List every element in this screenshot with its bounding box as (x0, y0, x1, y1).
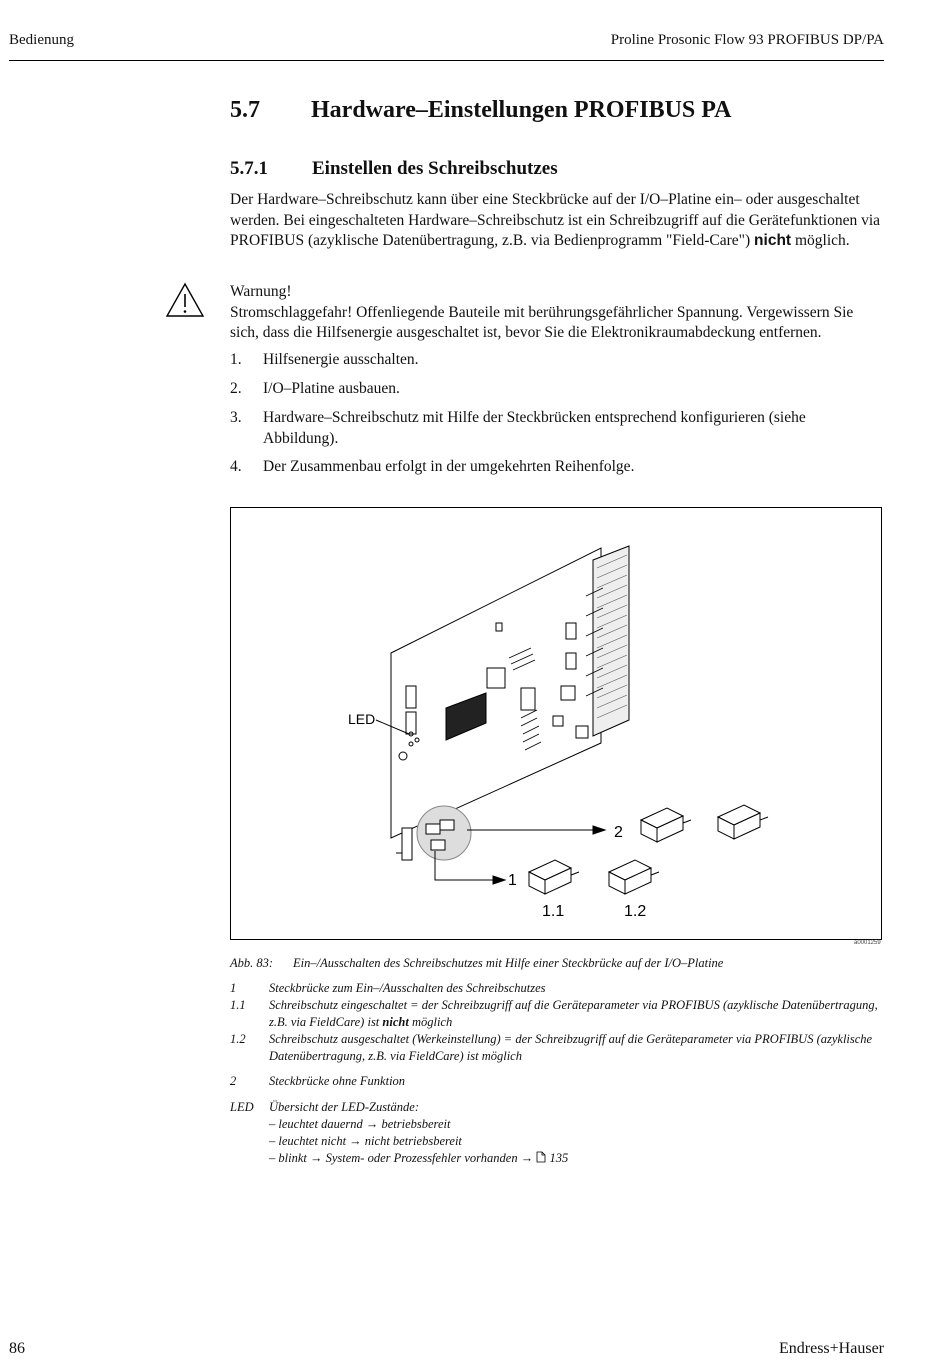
step-number: 2. (230, 380, 242, 397)
io-board-illustration (231, 508, 883, 941)
step-text: Hilfsenergie ausschalten. (263, 351, 419, 368)
running-header-right: Proline Prosonic Flow 93 PROFIBUS DP/PA (610, 32, 884, 48)
legend-key: 1.2 (230, 1032, 246, 1046)
led-state-item: – leuchtet dauernd → betriebsbereit (269, 1117, 451, 1131)
warning-title: Warnung! (230, 283, 292, 300)
label-1-1: 1.1 (542, 903, 565, 920)
legend-item (230, 1031, 890, 1065)
page-number: 86 (9, 1340, 25, 1357)
header-rule (9, 60, 884, 61)
led-state-text: – blinkt → System- oder Prozessfehler vorhanden → (269, 1151, 537, 1165)
legend-bold-nicht: nicht (382, 1015, 409, 1029)
step-item (230, 408, 885, 449)
legend-text-part: möglich (408, 1015, 453, 1029)
legend-text: Steckbrücke ohne Funktion (269, 1074, 406, 1088)
step-text: Der Zusammenbau erfolgt in der umgekehrten Reihenfolge. (263, 458, 635, 475)
footer-brand: Endress+Hauser (779, 1340, 884, 1357)
intro-text-end: möglich. (791, 232, 850, 249)
step-number: 1. (230, 351, 242, 368)
figure-io-board (230, 507, 882, 940)
label-1: 1 (508, 872, 517, 889)
legend-item (230, 1073, 890, 1090)
step-text: I/O–Platine ausbauen. (263, 380, 400, 397)
legend-key: 1.1 (230, 998, 246, 1012)
caption-label: Abb. 83: (230, 956, 274, 970)
intro-paragraph (230, 190, 885, 252)
led-overview-title: Übersicht der LED-Zustände: (269, 1100, 419, 1114)
legend-key: 1 (230, 981, 237, 995)
subsection-heading (230, 158, 558, 180)
warning-block (230, 282, 885, 344)
legend-text: Schreibschutz ausgeschaltet (Werkeinstellung) = der Schreibzugriff auf die Geräteparameter via PROFIBUS (azyklische Datenübertragung, z.B. via FieldCare) ist möglich (269, 1032, 873, 1063)
legend-text (269, 1099, 879, 1167)
legend-text-part: Schreibschutz eingeschaltet = der Schreibzugriff auf die Geräteparameter via PROFIBUS (azyklische Datenübertragung, z.B. via FieldCare) ist (269, 998, 878, 1029)
step-item (230, 457, 885, 478)
led-state-item (269, 1150, 879, 1167)
legend-text: Steckbrücke zum Ein–/Ausschalten des Schreibschutzes (269, 981, 546, 995)
subsection-number: 5.7.1 (230, 158, 268, 179)
label-led: LED (348, 711, 376, 727)
step-number: 4. (230, 458, 242, 475)
legend-item (230, 980, 890, 997)
page-reference-number: 135 (549, 1151, 569, 1165)
label-1-2: 1.2 (624, 903, 647, 920)
running-header-left: Bedienung (9, 32, 74, 48)
step-item (230, 350, 885, 371)
legend-key: 2 (230, 1074, 237, 1088)
label-2: 2 (614, 824, 623, 841)
section-title: Hardware–Einstellungen PROFIBUS PA (311, 97, 732, 123)
step-item (230, 379, 885, 400)
page-reference-icon (536, 1151, 546, 1165)
section-number: 5.7 (230, 97, 260, 123)
led-state-item: – leuchtet nicht → nicht betriebsbereit (269, 1134, 462, 1148)
subsection-title: Einstellen des Schreibschutzes (312, 158, 558, 179)
figure-id: a0001259 (854, 940, 881, 946)
legend-text (269, 997, 879, 1031)
warning-text: Stromschlaggefahr! Offenliegende Bauteile mit berührungsgefährlicher Spannung. Vergewissern Sie sich, dass die Hilfsenergie ausgeschaltet ist, bevor Sie die Elektronikraumabdeckung entfernen. (230, 303, 854, 341)
intro-bold-nicht: nicht (754, 232, 792, 249)
step-number: 3. (230, 409, 242, 426)
legend-key: LED (230, 1100, 254, 1114)
warning-triangle-icon (165, 282, 205, 318)
step-text: Hardware–Schreibschutz mit Hilfe der Steckbrücken entsprechend konfigurieren (siehe Abbildung). (263, 409, 806, 447)
intro-text: Der Hardware–Schreibschutz kann über eine Steckbrücke auf der I/O–Platine ein– oder ausgeschaltet werden. Bei eingeschalteten Hardware–Schreibschutz ist ein Schreibzugriff auf die Gerätefunktionen via PROFIBUS (azyklische Datenübertragung, z.B. via Bedienprogramm "Field-Care") (230, 191, 881, 249)
legend-item (230, 1099, 890, 1167)
legend-item (230, 997, 890, 1031)
section-heading (230, 97, 731, 124)
caption-text: Ein–/Ausschalten des Schreibschutzes mit Hilfe einer Steckbrücke auf der I/O–Platine (293, 956, 724, 970)
figure-caption (230, 955, 723, 972)
